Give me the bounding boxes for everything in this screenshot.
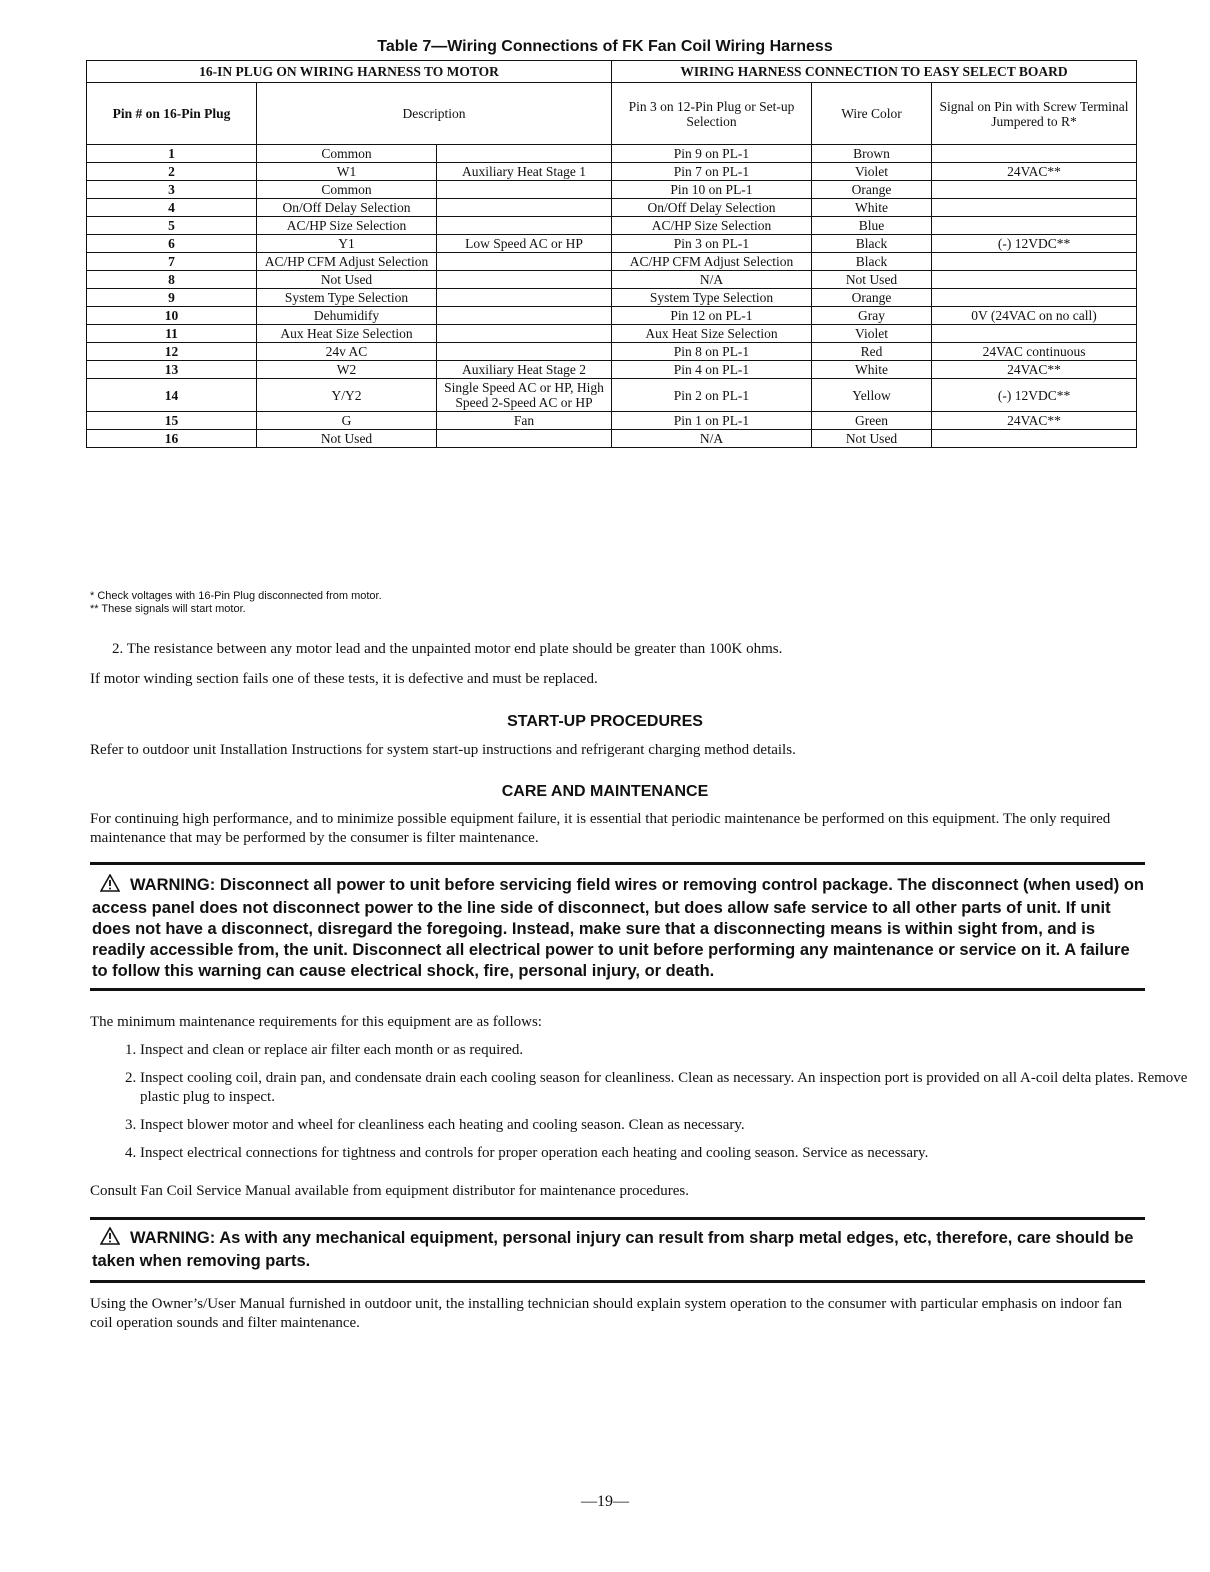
cell-function: Fan [437, 412, 612, 430]
cell-signal [932, 217, 1137, 235]
cell-function [437, 217, 612, 235]
cell-description: Not Used [257, 271, 437, 289]
cell-description: Aux Heat Size Selection [257, 325, 437, 343]
table-row [87, 235, 1137, 253]
cell-signal [932, 430, 1137, 448]
divider [90, 988, 1145, 991]
cell-signal: 0V (24VAC on no call) [932, 307, 1137, 325]
cell-connection: On/Off Delay Selection [612, 199, 812, 217]
column-header-pin: Pin # on 16-Pin Plug [87, 83, 257, 145]
table-row [87, 430, 1137, 448]
cell-pin: 5 [87, 217, 257, 235]
table-row [87, 271, 1137, 289]
cell-pin: 1 [87, 145, 257, 163]
warning-sharp-edges-text: WARNING: As with any mechanical equipment, personal injury can result from sharp metal edges, etc, therefore, care should be taken when removing parts. [92, 1229, 1134, 1270]
cell-description: Y/Y2 [257, 379, 437, 412]
cell-wire-color: Violet [812, 325, 932, 343]
cell-wire-color: Black [812, 235, 932, 253]
cell-wire-color: Orange [812, 181, 932, 199]
winding-fail-text: If motor winding section fails one of these tests, it is defective and must be replaced. [90, 671, 598, 687]
care-text: For continuing high performance, and to minimize possible equipment failure, it is essential that periodic maintenance be performed on this equipment. The only required maintenance that may be performed by the consumer is filter maintenance. [90, 811, 1111, 846]
cell-connection: AC/HP Size Selection [612, 217, 812, 235]
table-row [87, 145, 1137, 163]
table-row [87, 325, 1137, 343]
cell-function: Auxiliary Heat Stage 1 [437, 163, 612, 181]
cell-pin: 12 [87, 343, 257, 361]
cell-function [437, 343, 612, 361]
cell-pin: 4 [87, 199, 257, 217]
table-row [87, 307, 1137, 325]
warning-disconnect-text: WARNING: Disconnect all power to unit before servicing field wires or removing control package. The disconnect (when used) on access panel does not disconnect power to the line side of disconnect, but does allow safe service to all other parts of unit. If unit does not have a disconnect, disregard the foregoing. Instead, make sure that a disconnecting means is within sight from, and is readily accessible from, the unit. Disconnect all electrical power to unit before performing any maintenance or service on it. A failure to follow this warning can cause electrical shock, fire, personal injury, or death. [92, 876, 1144, 980]
cell-signal: (-) 12VDC** [932, 379, 1137, 412]
cell-connection: Pin 4 on PL-1 [612, 361, 812, 379]
maintenance-step: 2. Inspect cooling coil, drain pan, and condensate drain each cooling season for cleanliness. Clean as necessary. An inspection port is provided on all A-coil delta plates. Remove plastic plug to inspect. [140, 1069, 1195, 1107]
cell-function [437, 145, 612, 163]
cell-pin: 10 [87, 307, 257, 325]
cell-pin: 7 [87, 253, 257, 271]
cell-wire-color: Orange [812, 289, 932, 307]
cell-pin: 14 [87, 379, 257, 412]
min-maintenance-intro: The minimum maintenance requirements for this equipment are as follows: [90, 1014, 542, 1030]
cell-function [437, 325, 612, 343]
table-title: Table 7—Wiring Connections of FK Fan Coil Wiring Harness [377, 38, 833, 55]
cell-function [437, 289, 612, 307]
warning-triangle-icon [100, 1227, 120, 1251]
cell-function [437, 181, 612, 199]
page-number: —19— [581, 1493, 629, 1510]
cell-description: Common [257, 181, 437, 199]
cell-description: On/Off Delay Selection [257, 199, 437, 217]
cell-connection: N/A [612, 430, 812, 448]
cell-wire-color: Brown [812, 145, 932, 163]
care-heading: CARE AND MAINTENANCE [501, 783, 709, 800]
cell-wire-color: White [812, 361, 932, 379]
cell-signal [932, 253, 1137, 271]
cell-connection: Pin 10 on PL-1 [612, 181, 812, 199]
table-row [87, 412, 1137, 430]
cell-connection: Pin 3 on PL-1 [612, 235, 812, 253]
cell-function [437, 307, 612, 325]
divider [90, 1217, 1145, 1220]
group-header-motor: 16-IN PLUG ON WIRING HARNESS TO MOTOR [87, 61, 612, 83]
cell-connection: Pin 8 on PL-1 [612, 343, 812, 361]
cell-connection: Pin 2 on PL-1 [612, 379, 812, 412]
table-row [87, 379, 1137, 412]
cell-pin: 6 [87, 235, 257, 253]
cell-wire-color: Yellow [812, 379, 932, 412]
cell-wire-color: Gray [812, 307, 932, 325]
table-body [87, 145, 1137, 448]
startup-text: Refer to outdoor unit Installation Instructions for system start-up instructions and refrigerant charging method details. [90, 742, 796, 758]
cell-connection: AC/HP CFM Adjust Selection [612, 253, 812, 271]
cell-pin: 15 [87, 412, 257, 430]
cell-function: Auxiliary Heat Stage 2 [437, 361, 612, 379]
cell-pin: 8 [87, 271, 257, 289]
cell-signal [932, 199, 1137, 217]
cell-connection: Pin 9 on PL-1 [612, 145, 812, 163]
cell-wire-color: Violet [812, 163, 932, 181]
column-header-pin3: Pin 3 on 12-Pin Plug or Set-up Selection [612, 83, 812, 145]
cell-wire-color: Green [812, 412, 932, 430]
cell-wire-color: Not Used [812, 271, 932, 289]
cell-signal: 24VAC** [932, 361, 1137, 379]
wiring-table [86, 60, 1137, 448]
table-footnotes [90, 590, 382, 616]
cell-description: Not Used [257, 430, 437, 448]
cell-function [437, 271, 612, 289]
cell-function [437, 253, 612, 271]
cell-description: Common [257, 145, 437, 163]
cell-description: AC/HP CFM Adjust Selection [257, 253, 437, 271]
footnote-check-voltages: * Check voltages with 16-Pin Plug disconnected from motor. [90, 590, 382, 602]
table-row [87, 181, 1137, 199]
divider [90, 1280, 1145, 1283]
table-row [87, 361, 1137, 379]
cell-signal: 24VAC continuous [932, 343, 1137, 361]
footnote-start-motor: ** These signals will start motor. [90, 603, 246, 615]
cell-connection: Pin 12 on PL-1 [612, 307, 812, 325]
cell-connection: Pin 7 on PL-1 [612, 163, 812, 181]
cell-connection: System Type Selection [612, 289, 812, 307]
cell-function: Single Speed AC or HP, High Speed 2-Speed AC or HP [437, 379, 612, 412]
column-header-description: Description [257, 83, 612, 145]
table-row [87, 343, 1137, 361]
cell-pin: 9 [87, 289, 257, 307]
cell-description: W1 [257, 163, 437, 181]
column-header-wire-color: Wire Color [812, 83, 932, 145]
group-header-board: WIRING HARNESS CONNECTION TO EASY SELECT BOARD [612, 61, 1137, 83]
table-row [87, 289, 1137, 307]
cell-description: 24v AC [257, 343, 437, 361]
cell-pin: 11 [87, 325, 257, 343]
cell-description: AC/HP Size Selection [257, 217, 437, 235]
cell-pin: 13 [87, 361, 257, 379]
cell-connection: Pin 1 on PL-1 [612, 412, 812, 430]
maintenance-step: 4. Inspect electrical connections for tightness and controls for proper operation each heating and cooling season. Service as necessary. [140, 1144, 1195, 1163]
cell-connection: N/A [612, 271, 812, 289]
warning-sharp-edges [92, 1227, 1145, 1272]
table-row [87, 163, 1137, 181]
startup-heading: START-UP PROCEDURES [507, 713, 703, 730]
cell-signal [932, 271, 1137, 289]
cell-wire-color: Not Used [812, 430, 932, 448]
cell-pin: 2 [87, 163, 257, 181]
maintenance-step: 1. Inspect and clean or replace air filter each month or as required. [140, 1041, 1195, 1060]
cell-signal [932, 181, 1137, 199]
cell-function: Low Speed AC or HP [437, 235, 612, 253]
cell-wire-color: White [812, 199, 932, 217]
cell-signal [932, 325, 1137, 343]
cell-description: W2 [257, 361, 437, 379]
cell-wire-color: Black [812, 253, 932, 271]
column-header-signal: Signal on Pin with Screw Terminal Jumpered to R* [932, 83, 1137, 145]
divider [90, 862, 1145, 865]
owners-manual-text: Using the Owner’s/User Manual furnished in outdoor unit, the installing technician should explain system operation to the consumer with particular emphasis on indoor fan coil operation sounds and filter maintenance. [90, 1296, 1123, 1331]
cell-description: Dehumidify [257, 307, 437, 325]
cell-signal: 24VAC** [932, 412, 1137, 430]
warning-triangle-icon [100, 874, 120, 898]
cell-pin: 3 [87, 181, 257, 199]
cell-function [437, 199, 612, 217]
cell-description: Y1 [257, 235, 437, 253]
cell-wire-color: Red [812, 343, 932, 361]
cell-signal: (-) 12VDC** [932, 235, 1137, 253]
resistance-step: 2. The resistance between any motor lead and the unpainted motor end plate should be greater than 100K ohms. [112, 641, 783, 657]
cell-signal: 24VAC** [932, 163, 1137, 181]
cell-signal [932, 289, 1137, 307]
maintenance-steps [90, 1041, 1195, 1172]
maintenance-step: 3. Inspect blower motor and wheel for cleanliness each heating and cooling season. Clean as necessary. [140, 1116, 1195, 1135]
cell-connection: Aux Heat Size Selection [612, 325, 812, 343]
cell-description: G [257, 412, 437, 430]
cell-function [437, 430, 612, 448]
table-row [87, 253, 1137, 271]
cell-pin: 16 [87, 430, 257, 448]
cell-signal [932, 145, 1137, 163]
table-row [87, 217, 1137, 235]
cell-description: System Type Selection [257, 289, 437, 307]
consult-text: Consult Fan Coil Service Manual available from equipment distributor for maintenance procedures. [90, 1183, 690, 1199]
table-row [87, 199, 1137, 217]
cell-wire-color: Blue [812, 217, 932, 235]
warning-disconnect-power [92, 874, 1145, 982]
